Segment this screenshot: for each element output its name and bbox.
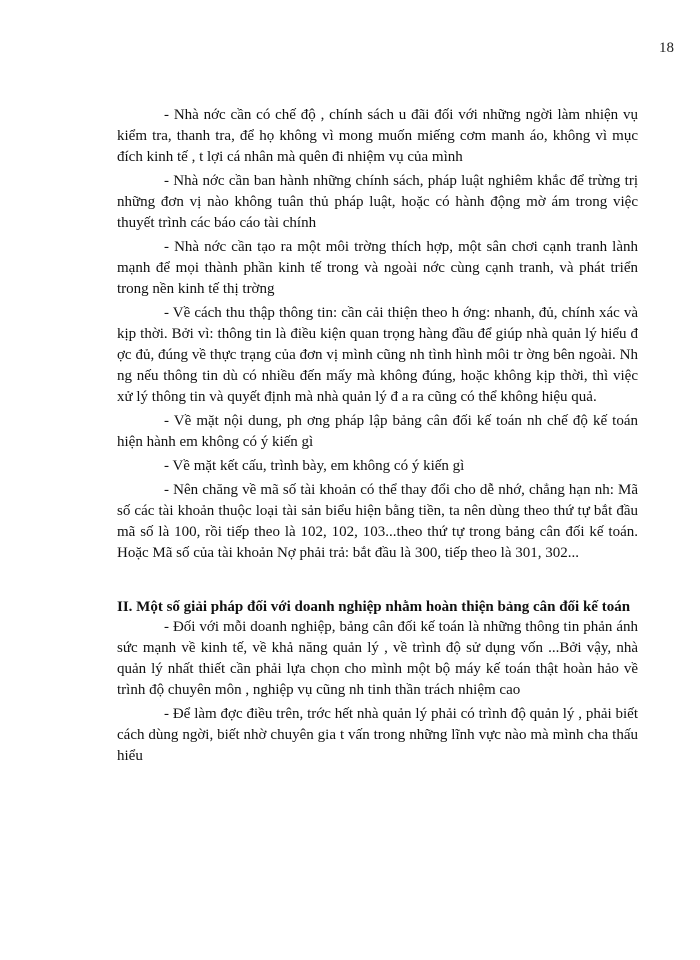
section-heading: II. Một số giải pháp đối với doanh nghiệp nhằm hoàn thiện bảng cân đối kế toán (117, 599, 631, 615)
paragraph: - Để làm đợc điều trên, trớc hết nhà quản lý phải có trình độ quản lý , phải biết cách dùng ngời, biết nhờ chuyên gia t vấn trong những lĩnh vực nào mà mình cha thấu hiểu (117, 706, 638, 764)
page-number: 18 (659, 40, 674, 56)
paragraph: - Nhà nớc cần ban hành những chính sách, pháp luật nghiêm khắc để trừng trị những đơn vị nào không tuân thủ pháp luật, hoặc có hành động mờ ám trong việc thuyết trình các báo cáo tài chính (117, 173, 638, 231)
paragraph: - Nên chăng về mã số tài khoản có thể thay đổi cho dễ nhớ, chẳng hạn nh: Mã số các tài khoản thuộc loại tài sản biểu hiện bằng tiền, ta nên dùng theo thứ tự bắt đầu mã số là 100, rồi tiếp theo là 102, 102, 103...theo thứ tự trong bảng cân đối kế toán. Hoặc Mã số của tài khoản Nợ phải trả: bắt đầu là 300, tiếp theo là 301, 302... (117, 482, 638, 561)
paragraph: - Về cách thu thập thông tin: cần cải thiện theo h ớng: nhanh, đủ, chính xác và kịp thời. Bởi vì: thông tin là điều kiện quan trọng hàng đầu để giúp nhà quản lý hiểu đ ợc đủ, đúng về thực trạng của đơn vị mình cũng nh tình hình môi tr ờng bên ngoài. Nh ng nếu thông tin dù có nhiều đến mấy mà không đúng, hoặc không kịp thời, thì việc xử lý thông tin và quyết định mà nhà quản lý đ a ra cũng có thể không hiệu quả. (117, 305, 638, 405)
paragraph: - Nhà nớc cần tạo ra một môi trờng thích hợp, một sân chơi cạnh tranh lành mạnh để mọi thành phần kinh tế trong và ngoài nớc cùng cạnh tranh, và phát triển trong nền kinh tế thị trờng (117, 239, 638, 297)
body-text (117, 105, 638, 770)
paragraph: - Nhà nớc cần có chế độ , chính sách u đãi đối với những ngời làm nhiện vụ kiểm tra, thanh tra, để họ không vì mong muốn miếng cơm manh áo, không vì mục đích kinh tế , t lợi cá nhân mà quên đi nhiệm vụ của mình (117, 107, 638, 165)
paragraph: - Về mặt kết cấu, trình bày, em không có ý kiến gì (164, 458, 465, 474)
paragraph: - Về mặt nội dung, ph ơng pháp lập bảng cân đối kế toán nh chế độ kế toán hiện hành em không có ý kiến gì (117, 413, 638, 450)
paragraph: - Đối với mỗi doanh nghiệp, bảng cân đối kế toán là những thông tin phản ánh sức mạnh về kinh tế, về khả năng quản lý , về trình độ sử dụng vốn ...Bởi vậy, nhà quản lý nhất thiết cần phải lựa chọn cho mình một bộ máy kế toán thật hoàn hảo về trình độ chuyên môn , nghiệp vụ cũng nh tinh thần trách nhiệm cao (117, 619, 638, 698)
